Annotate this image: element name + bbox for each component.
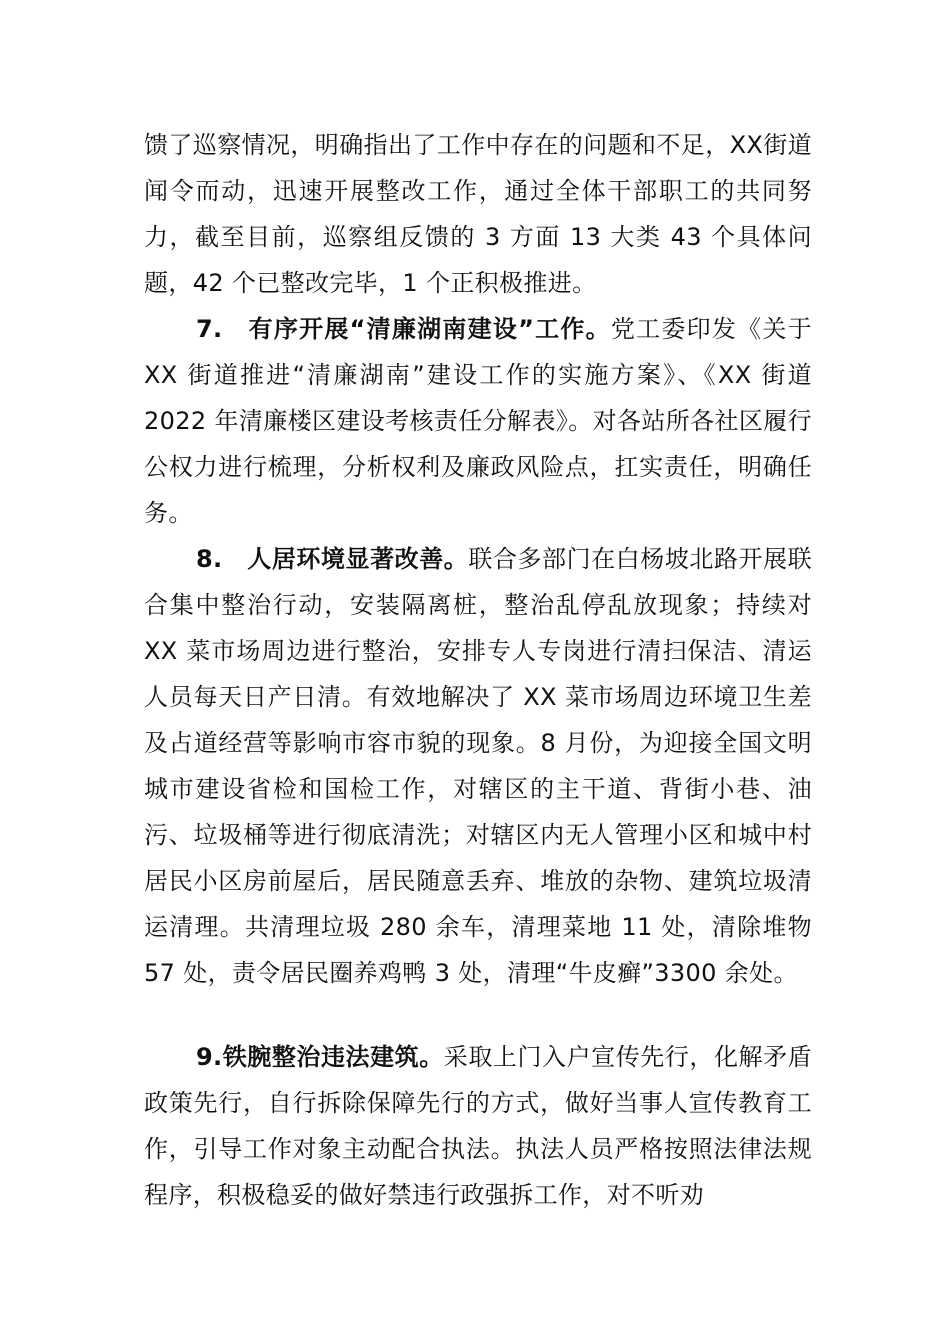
paragraph-item-8 [144,536,812,996]
paragraph-continuation [144,122,812,306]
paragraph-heading: 9.铁腕整治违法建筑。 [196,1043,444,1071]
paragraph-item-8-text [144,536,812,996]
paragraph-item-7-text [144,306,812,536]
paragraph-heading: 8. 人居环境显著改善。 [196,545,469,573]
paragraph-body: 采取上门入户宣传先行，化解矛盾政策先行，自行拆除保障先行的方式，做好当事人宣传教育工作，引导工作对象主动配合执法。执法人员严格按照法律法规程序，积极稳妥的做好禁违行政强拆工作，对不听劝 [144,1043,813,1209]
paragraph-body: 联合多部门在白杨坡北路开展联合集中整治行动，安装隔离桩，整治乱停乱放现象；持续对 XX 菜市场周边进行整治，安排专人专岗进行清扫保洁、清运人员每天日产日清。有效地解决了 XX 菜市场周边环境卫生差及占道经营等影响市容市貌的现象。8 月份，为迎接全国文明城市建设省检和国检工作，对辖区的主干道、背街小巷、油污、垃圾桶等进行彻底清洗；对辖区内无人管理小区和城中村居民小区房前屋后，居民随意丢弃、堆放的杂物、建筑垃圾清运清理。共清理垃圾 280 余车，清理菜地 11 处，清除堆物 57 处，责令居民圈养鸡鸭 3 处，清理“牛皮癣”3300 余处。 [144,545,812,987]
paragraph-heading: 7. 有序开展“清廉湖南建设”工作。 [196,315,611,343]
paragraph-body: 馈了巡察情况，明确指出了工作中存在的问题和不足，XX街道闻令而动，迅速开展整改工作，通过全体干部职工的共同努力，截至目前，巡察组反馈的 3 方面 13 大类 43 个具体问题，42 个已整改完毕，1 个正积极推进。 [144,131,812,297]
paragraph-item-9 [144,1034,812,1218]
paragraph-item-9-text [144,1034,812,1218]
paragraph-body: 党工委印发《关于 XX 街道推进“清廉湖南”建设工作的实施方案》、《XX 街道 2022 年清廉楼区建设考核责任分解表》。对各站所各社区履行公权力进行梳理，分析权利及廉政风险点，扛实责任，明确任务。 [144,315,812,527]
paragraph-item-7 [144,306,812,536]
